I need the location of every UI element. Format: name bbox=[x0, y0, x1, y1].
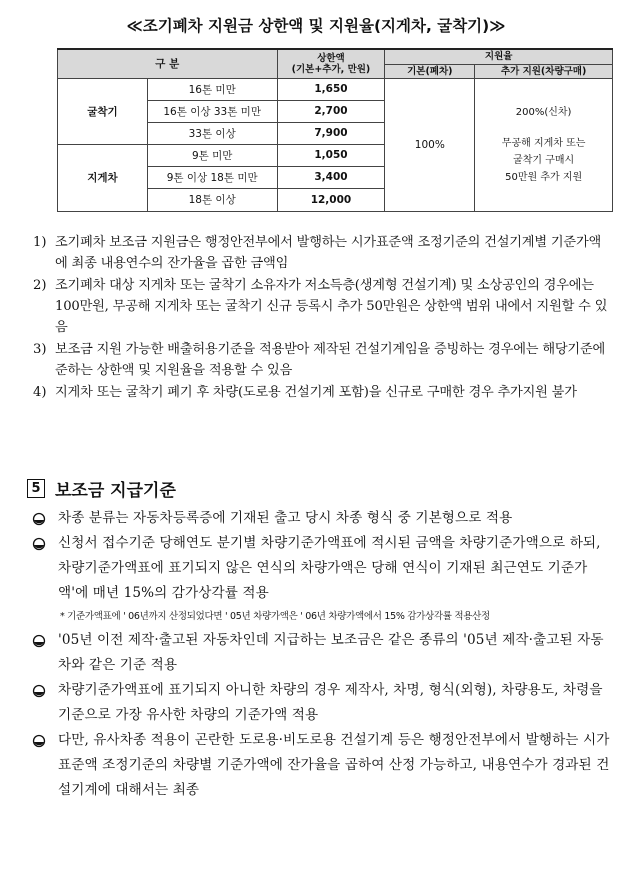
header-basic: 기본(폐차) bbox=[385, 64, 475, 78]
bullet-text: 차종 분류는 자동차등록증에 기재된 출고 당시 차종 형식 중 기본형으로 적용 bbox=[58, 510, 513, 526]
list-item bbox=[32, 531, 614, 606]
header-limit bbox=[277, 49, 385, 78]
bullet-text: '05년 이전 제작·출고된 자동차인데 지급하는 보조금은 같은 종류의 '05년 제작·출고된 자동차와 같은 기준 적용 bbox=[58, 632, 604, 673]
section-heading bbox=[27, 476, 176, 501]
bullet-list bbox=[32, 506, 614, 803]
header-extra: 추가 지원(차량구매) bbox=[475, 64, 613, 78]
basic-rate: 100% bbox=[385, 78, 475, 211]
limit-value: 7,900 bbox=[277, 122, 385, 144]
note-item bbox=[33, 232, 613, 274]
bullet-icon bbox=[32, 728, 58, 803]
limit-value: 1,050 bbox=[277, 144, 385, 166]
note-item bbox=[33, 275, 613, 338]
header-support: 지원율 bbox=[385, 49, 613, 64]
note-number: 3) bbox=[33, 342, 47, 357]
group-name: 굴착기 bbox=[58, 78, 148, 144]
note-number: 4) bbox=[33, 385, 47, 400]
bullet-icon bbox=[32, 506, 58, 531]
note-number: 1) bbox=[33, 235, 47, 250]
page-title: ≪조기폐차 지원금 상한액 및 지원율(지게차, 굴착기)≫ bbox=[126, 17, 506, 35]
note-text: 조기폐차 보조금 지원금은 행정안전부에서 발행하는 시가표준액 조정기준의 건설기계별 기준가액에 최종 내용연수의 잔가율을 곱한 금액임 bbox=[55, 235, 602, 271]
bullet-text: 다만, 유사차종 적용이 곤란한 도로용·비도로용 건설기계 등은 행정안전부에서 발행하는 시가표준액 조정기준의 차량별 기준가액에 잔가율을 곱하여 산정 가능하고, 내용연수가 경과된 건설기계에 대해서는 최종 bbox=[58, 732, 610, 798]
header-category: 구 분 bbox=[58, 49, 278, 78]
size-cell: 16톤 이상 33톤 미만 bbox=[147, 100, 277, 122]
size-cell: 18톤 이상 bbox=[147, 188, 277, 211]
size-cell: 33톤 이상 bbox=[147, 122, 277, 144]
list-item bbox=[32, 678, 614, 728]
bullet-icon bbox=[32, 678, 58, 728]
extra-line: 무공해 지게차 또는 bbox=[501, 137, 586, 149]
size-cell: 16톤 미만 bbox=[147, 78, 277, 100]
list-item bbox=[32, 728, 614, 803]
limit-value: 1,650 bbox=[277, 78, 385, 100]
note-text: 지게차 또는 굴착기 폐기 후 차량(도로용 건설기계 포함)을 신규로 구매한 경우 추가지원 불가 bbox=[55, 385, 577, 400]
notes-list bbox=[33, 232, 613, 404]
bullet-icon bbox=[32, 628, 58, 678]
note-item bbox=[33, 382, 613, 403]
section-title: 보조금 지급기준 bbox=[55, 481, 176, 501]
footnote: * 기준가액표에 ' 06년까지 산정되었다면 ' 05년 차량가액은 ' 06년 차량가액에서 15% 감가상각률 적용산정 bbox=[60, 611, 490, 622]
subsidy-table bbox=[57, 48, 613, 212]
note-number: 2) bbox=[33, 278, 47, 293]
bullet-text: 신청서 접수기준 당해연도 분기별 차량기준가액표에 적시된 금액을 차량기준가액으로 하되, 차량기준가액표에 표기되지 않은 연식의 차량가액은 당해 연식이 기재된 최근연도 기준가액'에 매년 15%의 감가상각률 적용 bbox=[58, 535, 601, 601]
bullet-icon bbox=[32, 531, 58, 606]
extra-line: 50만원 추가 지원 bbox=[505, 171, 583, 183]
limit-value: 12,000 bbox=[277, 188, 385, 211]
section-number: 5 bbox=[27, 479, 45, 498]
list-item bbox=[32, 628, 614, 678]
size-cell: 9톤 이상 18톤 미만 bbox=[147, 166, 277, 188]
list-item bbox=[32, 506, 614, 531]
limit-value: 2,700 bbox=[277, 100, 385, 122]
header-limit-label: 상한액 bbox=[317, 52, 345, 64]
limit-value: 3,400 bbox=[277, 166, 385, 188]
extra-line: 200%(신차) bbox=[515, 106, 572, 118]
header-limit-sub: (기본+추가, 만원) bbox=[291, 63, 371, 75]
note-text: 조기폐차 대상 지게차 또는 굴착기 소유자가 저소득층(생계형 건설기계) 및 소상공인의 경우에는 100만원, 무공해 지게차 또는 굴착기 신규 등록시 추가 50만원은 상한액 범위 내에서 지원할 수 있음 bbox=[55, 278, 608, 335]
note-item bbox=[33, 339, 613, 381]
extra-support bbox=[475, 78, 613, 211]
bullet-text: 차량기준가액표에 표기되지 아니한 차량의 경우 제작사, 차명, 형식(외형), 차량용도, 차령을 기준으로 가장 유사한 차량의 기준가액 적용 bbox=[58, 682, 603, 723]
extra-line: 굴착기 구매시 bbox=[513, 154, 575, 166]
note-text: 보조금 지원 가능한 배출허용기준을 적용받아 제작된 건설기계임을 증빙하는 경우에는 해당기준에 준하는 상한액 및 지원율을 적용할 수 있음 bbox=[55, 342, 606, 378]
size-cell: 9톤 미만 bbox=[147, 144, 277, 166]
group-name: 지게차 bbox=[58, 144, 148, 211]
